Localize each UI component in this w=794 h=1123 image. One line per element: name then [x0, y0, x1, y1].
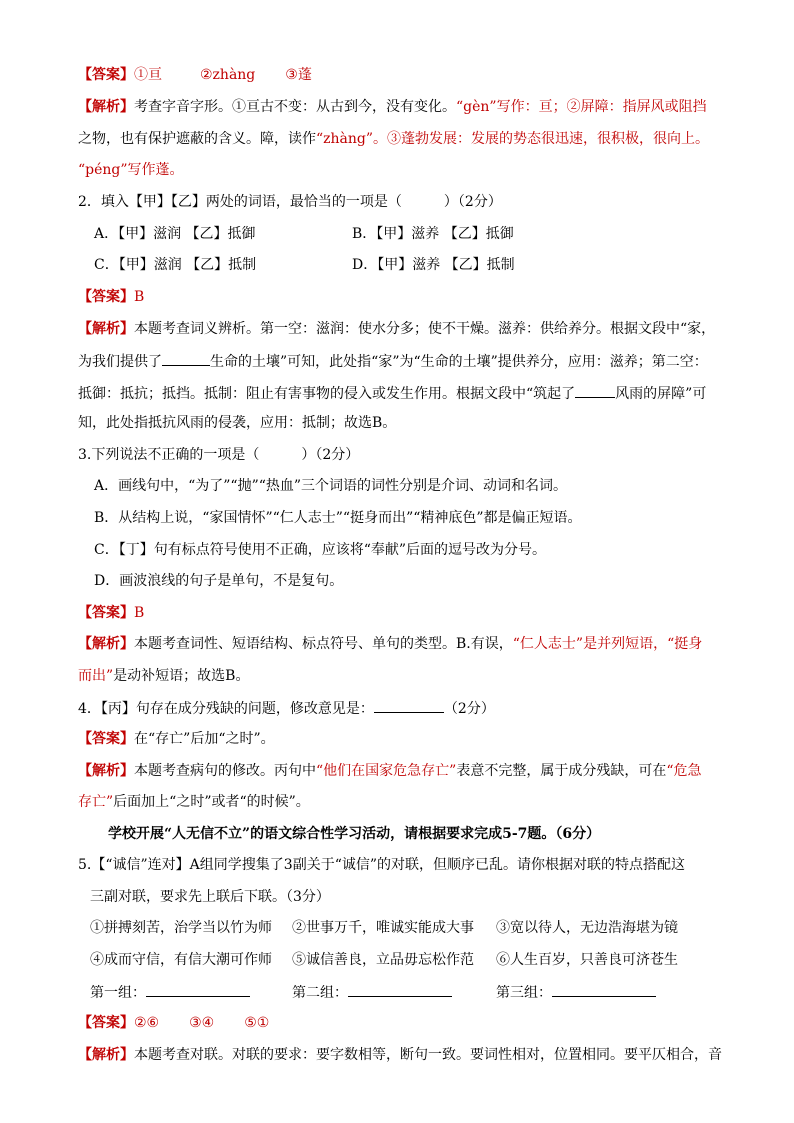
q3-question: 3.下列说法不正确的一项是（ ）（2分） [78, 447, 360, 463]
group-1-line [90, 982, 250, 1002]
q4-analysis-1d: “危急 [666, 763, 702, 779]
answer-blank [374, 698, 444, 713]
q5-analysis-1: 本题考查对联。对联的要求：要字数相等，断句一致。要词性相对，位置相同。要平仄相合，音 [134, 1047, 722, 1063]
q3-answer-line [78, 604, 144, 622]
q1-answer-3: ③蓬 [285, 67, 312, 83]
q2-analysis-2b: 生命的土壤”可知，此处指“家”为“生命的土壤”提供养分，应用：滋养；第二空： [210, 354, 708, 370]
group-2-blank [348, 982, 452, 997]
q3-option-c: C．【丁】句有标点符号使用不正确，应该将“奉献”后面的逗号改为分号。 [94, 542, 547, 558]
q4-answer: 在“存亡”后加“之时”。 [134, 731, 275, 747]
q2-analysis-3b: 风雨的屏障”可 [615, 386, 707, 402]
q4-analysis-2a: 存亡” [78, 794, 114, 810]
group-1-label: 第一组： [90, 985, 146, 1001]
q1-answer-line [78, 66, 312, 84]
analysis-label: 【解析】 [78, 763, 134, 779]
q3-option-d: D．画波浪线的句子是单句，不是复句。 [94, 573, 344, 589]
section-heading: 学校开展“人无信不立”的语文综合性学习活动，请根据要求完成5-7题。（6分） [108, 826, 601, 842]
q4-analysis-1c: 表意不完整，属于成分残缺，可在 [456, 763, 667, 779]
answer-label: 【答案】 [78, 1015, 134, 1031]
q2-analysis-line-3 [78, 383, 706, 403]
analysis-label: 【解析】 [78, 1047, 134, 1063]
q2-analysis-1: 本题考查词义辨析。第一空：滋润：使水分多；使不干燥。滋养：供给养分。根据文段中“家， [134, 321, 716, 337]
q5-answer-3: ⑤① [244, 1015, 270, 1031]
group-3-line [496, 982, 656, 1002]
couplet-1: ①拼搏刻苦，治学当以竹为师 [90, 920, 272, 936]
q3-analysis-line-1 [78, 635, 702, 653]
q4-analysis-2b: 后面加上“之时”或者“的时候”。 [113, 794, 310, 810]
q2-analysis-3a: 抵御：抵抗；抵挡。抵制：阻止有害事物的侵入或发生作用。根据文段中“筑起了 [78, 386, 576, 402]
q3-option-a: A．画线句中，“为了”“抛”“热血”三个词语的词性分别是介词、动词和名词。 [94, 478, 568, 494]
q5-question-line-2: 三副对联，要求先上联后下联。（3分） [90, 889, 330, 905]
q3-analysis-line-2 [78, 667, 249, 685]
q2-analysis-2a: 为我们提供了 [78, 354, 162, 370]
q3-answer: B [134, 605, 145, 621]
q4-answer-line [78, 730, 275, 748]
group-3-label: 第三组： [496, 985, 552, 1001]
couplet-3: ③宽以待人，无边浩海堪为镜 [496, 920, 678, 936]
q5-answer-1: ②⑥ [134, 1015, 160, 1031]
answer-label: 【答案】 [78, 731, 134, 747]
q1-analysis-1a: 考查字音字形。①亘古不变：从古到今，没有变化。 [134, 99, 456, 115]
q1-answer-1: ①亘 [134, 67, 162, 83]
q3-analysis-2a: 而出” [78, 668, 114, 684]
analysis-label: 【解析】 [78, 636, 134, 652]
q1-analysis-1b: “gèn”写作：亘；②屏障：指屏风或阻挡 [456, 99, 707, 115]
q4-question-b: （2分） [443, 701, 495, 717]
group-3-blank [552, 982, 656, 997]
group-2-label: 第二组： [292, 985, 348, 1001]
couplet-6: ⑥人生百岁，只善良可济苍生 [496, 952, 678, 968]
group-2-line [292, 982, 452, 1002]
q1-analysis-line-3: “péng”写作蓬。 [78, 162, 184, 178]
q4-analysis-line-2 [78, 793, 310, 811]
couplet-4: ④成而守信，有信大潮可作师 [90, 952, 272, 968]
q2-option-c: C．【甲】滋润 【乙】抵制 [94, 257, 257, 273]
q5-analysis-line-1 [78, 1046, 722, 1064]
answer-label: 【答案】 [78, 289, 134, 305]
q4-question-a: 4．【丙】句存在成分残缺的问题，修改意见是： [78, 701, 374, 717]
q2-option-b: B．【甲】滋养 【乙】抵御 [352, 226, 514, 242]
q3-analysis-1b: “仁人志士”是并列短语，“挺身 [512, 636, 703, 652]
analysis-label: 【解析】 [78, 321, 134, 337]
q2-analysis-line-1 [78, 320, 715, 338]
q2-analysis-line-4: 知，此处指抵抗风雨的侵袭，应用：抵制；故选B。 [78, 415, 397, 431]
q1-analysis-2a: 之物，也有保护遮蔽的含义。障，读作 [78, 131, 316, 147]
group-1-blank [146, 982, 250, 997]
q1-analysis-2b: “zhàng”。③蓬勃发展：发展的势态很迅速，很积极，很向上。 [316, 131, 710, 147]
q3-option-b: B．从结构上说，“家国情怀”“仁人志士”“挺身而出”“精神底色”都是偏正短语。 [94, 510, 582, 526]
q5-question-line-1: 5.【“诚信”连对】A组同学搜集了3副关于“诚信”的对联，但顺序已乱。请你根据对联的特点搭配这 [78, 857, 686, 873]
q2-option-a: A．【甲】滋润 【乙】抵御 [94, 226, 256, 242]
q2-answer: B [134, 289, 145, 305]
q5-answer-line [78, 1014, 269, 1032]
fill-blank [575, 383, 615, 398]
q2-analysis-line-2 [78, 351, 708, 371]
q1-answer-2: ②zhàng [200, 67, 256, 83]
q2-answer-line [78, 288, 144, 306]
answer-label: 【答案】 [78, 605, 134, 621]
q4-analysis-1b: “他们在国家危急存亡” [316, 763, 457, 779]
couplet-5: ⑤诚信善良，立品毋忘松作范 [292, 952, 474, 968]
q5-answer-2: ③④ [189, 1015, 215, 1031]
q1-analysis-line-2 [78, 130, 709, 148]
q4-analysis-1a: 本题考查病句的修改。丙句中 [134, 763, 316, 779]
q4-question-line [78, 698, 495, 718]
q3-analysis-1a: 本题考查词性、短语结构、标点符号、单句的类型。B.有误， [134, 636, 513, 652]
analysis-label: 【解析】 [78, 99, 134, 115]
q4-analysis-line-1 [78, 762, 702, 780]
q2-option-d: D．【甲】滋养 【乙】抵制 [352, 257, 515, 273]
q3-analysis-2b: 是动补短语；故选B。 [113, 668, 250, 684]
couplet-2: ②世事万千，唯诚实能成大事 [292, 920, 474, 936]
q2-question: 2．填入【甲】【乙】两处的词语，最恰当的一项是（ ）（2分） [78, 194, 502, 210]
q1-analysis-line-1 [78, 98, 707, 116]
fill-blank [162, 351, 210, 366]
answer-label: 【答案】 [78, 67, 134, 83]
